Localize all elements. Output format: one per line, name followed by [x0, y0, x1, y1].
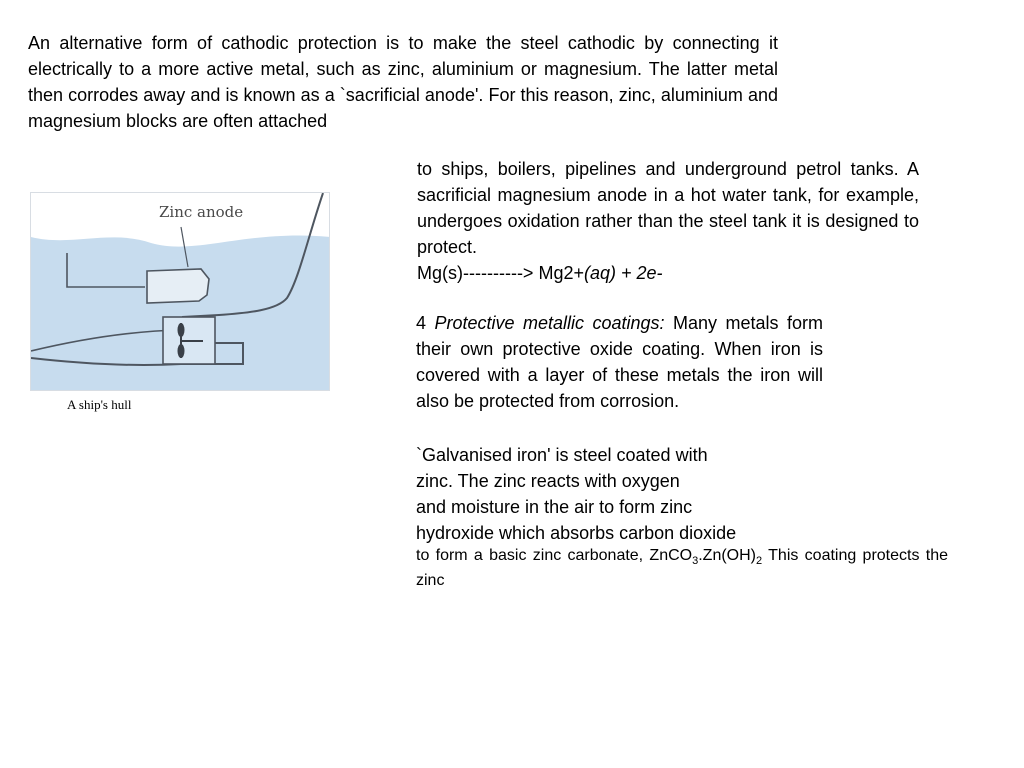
continuation-paragraph [417, 156, 919, 286]
equation-rhs: (aq) + 2e- [583, 263, 663, 283]
carbonate-text-before: to form a basic zinc carbonate, ZnCO [416, 547, 693, 564]
section-heading: Protective metallic coatings: [434, 313, 665, 333]
galvanised-line: hydroxide which absorbs carbon dioxide [416, 523, 737, 543]
galvanised-line: zinc. The zinc reacts with oxygen [416, 471, 680, 491]
carbonate-text-middle: .Zn(OH) [698, 547, 757, 564]
galvanised-line: `Galvanised iron' is steel coated with [416, 445, 708, 465]
intro-paragraph [28, 30, 778, 134]
carbonate-subscript-2: 2 [756, 555, 763, 568]
carbonate-subscript-3: 3 [692, 555, 699, 568]
zinc-anode [147, 269, 209, 303]
section-number: 4 [416, 313, 427, 333]
equation-lhs: Mg(s)----------> Mg2+ [417, 263, 584, 283]
galvanised-paragraph [416, 442, 826, 546]
water-area [31, 235, 330, 391]
ship-hull-diagram [31, 193, 330, 391]
ship-hull-figure [30, 192, 330, 391]
galvanised-line: and moisture in the air to form zinc [416, 497, 693, 517]
intro-text: An alternative form of cathodic protection is to make the steel cathodic by connecting it electrically to a more active metal, such as zinc, aluminium or magnesium. The latter metal then corrodes away and is known as a `sacrificial anode'. For this reason, zinc, aluminium and magnesium blocks are often attached [28, 33, 778, 131]
magnesium-equation [417, 260, 919, 286]
protective-text: Many metals form their own protective oxide coating. When iron is covered with a layer of these metals the iron will also be protected from corrosion. [416, 313, 823, 411]
figure-caption: A ship's hull [67, 397, 132, 412]
protective-coatings-paragraph [416, 310, 823, 414]
carbonate-paragraph [416, 543, 948, 593]
zinc-anode-label: Zinc anode [159, 203, 244, 221]
continuation-text: to ships, boilers, pipelines and underground petrol tanks. A sacrificial magnesium anode in a hot water tank, for example, undergoes oxidation rather than the steel tank it is designed to protect. [417, 159, 919, 257]
carbonate-text-after: This coating protects the zinc [416, 547, 949, 589]
